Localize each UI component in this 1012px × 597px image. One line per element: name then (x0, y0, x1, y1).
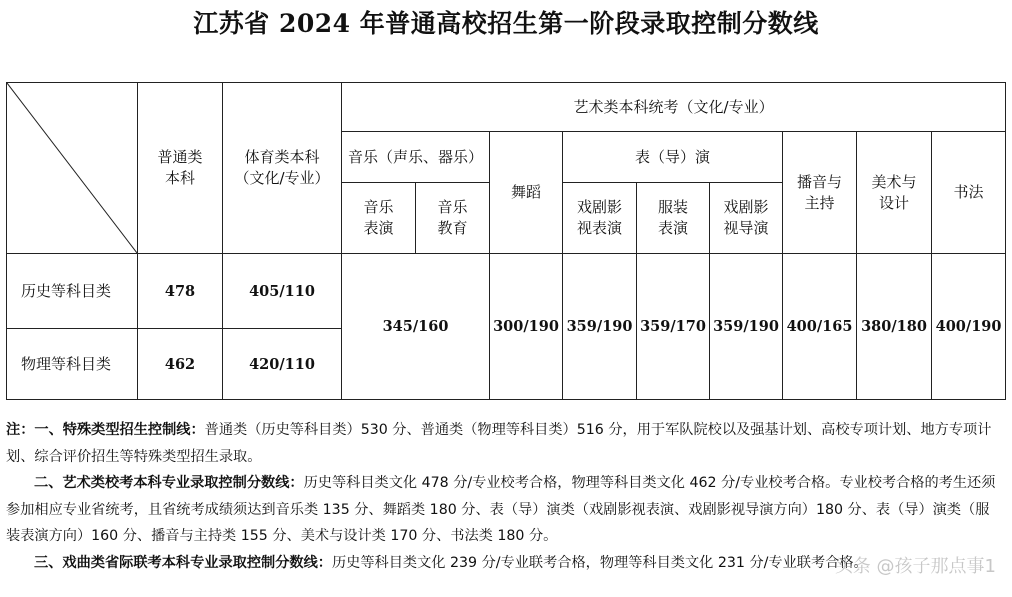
header-yinyue-biaoyan: 音乐 表演 (342, 183, 416, 254)
cell-history-putong: 478 (138, 254, 223, 329)
note-2: 二、艺术类校考本科专业录取控制分数线：历史等科目类文化 478 分/专业校考合格，物理等科目类文化 462 分/专业校考合格。专业校考合格的考生还须参加相应专业省统考，且省统考成绩须达到音乐类 135 分、舞蹈类 180 分、表（导）演类（戏剧影视表演、戏剧影视导演方向）180 分、表（导）演类（服装表演方向）160 分、播音与主持类 155 分、美术与设计类 170 分、书法类 180 分。 (6, 475, 996, 544)
score-table (6, 82, 1006, 400)
cell-physics-tiyu: 420/110 (223, 329, 342, 400)
header-fuzhuang: 服装 表演 (637, 183, 710, 254)
header-boyin: 播音与 主持 (783, 132, 857, 254)
cell-shufa: 400/190 (932, 254, 1006, 400)
header-shufa: 书法 (932, 132, 1006, 254)
cell-physics-putong: 462 (138, 329, 223, 400)
diagonal-header-cell (7, 83, 138, 254)
cell-xiju-biaoyan: 359/190 (563, 254, 637, 400)
header-tiyu: 体育类本科 （文化/专业） (223, 83, 342, 254)
cell-wudao: 300/190 (490, 254, 563, 400)
note-1: 注：一、特殊类型招生控制线：普通类（历史等科目类）530 分、普通类（物理等科目类）516 分，用于军队院校以及强基计划、高校专项计划、地方专项计划、综合评价招生等特殊类型招生录取。 (6, 422, 992, 465)
note-1-heading: 特殊类型招生控制线： (62, 422, 205, 438)
note-3-heading: 戏曲类省际联考本科专业录取控制分数线： (62, 554, 332, 571)
diagonal-line (7, 83, 137, 253)
header-xiju-biaoyan: 戏剧影 视表演 (563, 183, 637, 254)
watermark: 头条 @孩子那点事1 (834, 556, 996, 577)
cell-fuzhuang: 359/170 (637, 254, 710, 400)
header-putong: 普通类 本科 (138, 83, 223, 254)
cell-yinyue: 345/160 (342, 254, 490, 400)
header-xiju-daoyan: 戏剧影 视导演 (710, 183, 783, 254)
note-3: 三、戏曲类省际联考本科专业录取控制分数线：历史等科目类文化 239 分/专业联考合格，物理等科目类文化 231 分/专业联考合格。 (34, 554, 868, 571)
note-2-heading: 艺术类校考本科专业录取控制分数线： (62, 475, 304, 491)
page-title: 江苏省 2024 年普通高校招生第一阶段录取控制分数线 (193, 9, 819, 38)
header-yishu: 艺术类本科统考（文化/专业） (342, 83, 1006, 132)
row-label-physics: 物理等科目类 (7, 329, 138, 400)
row-label-history: 历史等科目类 (7, 254, 138, 329)
header-yinyue-jiaoyu: 音乐 教育 (416, 183, 490, 254)
cell-boyin: 400/165 (783, 254, 857, 400)
header-yinyue: 音乐（声乐、器乐） (342, 132, 490, 183)
cell-history-tiyu: 405/110 (223, 254, 342, 329)
cell-meishu: 380/180 (857, 254, 932, 400)
cell-xiju-daoyan: 359/190 (710, 254, 783, 400)
header-wudao: 舞蹈 (490, 132, 563, 254)
header-meishu: 美术与 设计 (857, 132, 932, 254)
header-biaodao: 表（导）演 (563, 132, 783, 183)
